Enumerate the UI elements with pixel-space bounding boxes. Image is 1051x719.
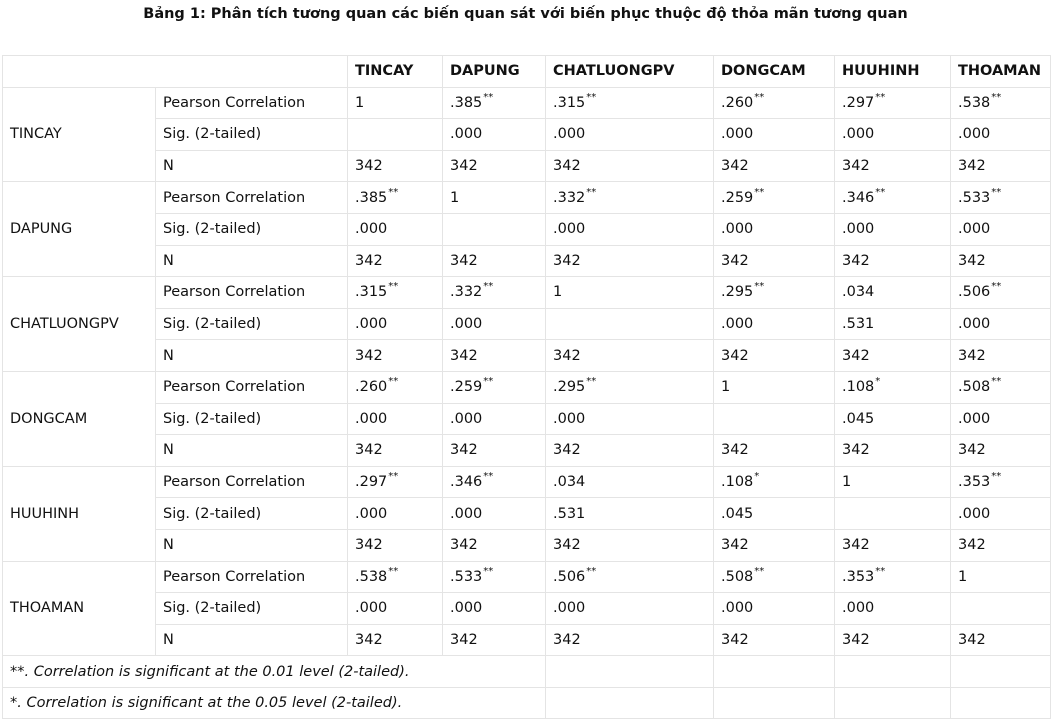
correlation-cell [714, 466, 835, 498]
table-row [3, 150, 1051, 182]
sig-cell: .045 [714, 498, 835, 530]
significance-marker: ** [388, 471, 399, 483]
statistic-label: Pearson Correlation [156, 371, 348, 403]
n-cell: 342 [951, 340, 1051, 372]
n-cell: 342 [546, 624, 714, 656]
column-header: THOAMAN [951, 56, 1051, 88]
statistic-label: Pearson Correlation [156, 277, 348, 309]
correlation-cell [714, 277, 835, 309]
statistic-label: Sig. (2-tailed) [156, 119, 348, 151]
n-cell: 342 [348, 624, 443, 656]
significance-marker: ** [754, 281, 765, 293]
correlation-cell [835, 182, 951, 214]
sig-cell: .000 [951, 308, 1051, 340]
empty-cell [835, 687, 951, 719]
empty-cell [546, 656, 714, 688]
statistic-label: Sig. (2-tailed) [156, 498, 348, 530]
n-cell: 342 [714, 150, 835, 182]
correlation-cell [443, 87, 546, 119]
sig-cell: .000 [443, 308, 546, 340]
significance-marker: ** [586, 186, 597, 198]
table-row [3, 435, 1051, 467]
significance-marker: ** [483, 471, 494, 483]
n-cell: 342 [951, 624, 1051, 656]
sig-cell: .000 [443, 498, 546, 530]
column-header: TINCAY [348, 56, 443, 88]
correlation-cell [546, 182, 714, 214]
n-cell: 342 [443, 435, 546, 467]
n-cell: 342 [546, 340, 714, 372]
correlation-value: .260 [355, 379, 388, 396]
correlation-value: 1 [553, 284, 563, 301]
correlation-cell [546, 371, 714, 403]
empty-cell [835, 656, 951, 688]
correlation-cell [348, 182, 443, 214]
sig-cell: .000 [546, 213, 714, 245]
correlation-value: .108 [721, 474, 754, 491]
sig-cell: .000 [951, 498, 1051, 530]
correlation-value: .506 [958, 284, 991, 301]
correlation-cell [443, 371, 546, 403]
sig-cell: .000 [951, 403, 1051, 435]
sig-cell [714, 403, 835, 435]
empty-cell [951, 656, 1051, 688]
significance-marker: ** [875, 186, 886, 198]
n-cell: 342 [443, 529, 546, 561]
correlation-value: .385 [450, 94, 483, 111]
n-cell: 342 [546, 529, 714, 561]
sig-cell: .000 [835, 119, 951, 151]
correlation-value: .533 [450, 568, 483, 585]
n-cell: 342 [443, 245, 546, 277]
table-row [3, 245, 1051, 277]
correlation-value: .353 [842, 568, 875, 585]
correlation-value: .259 [721, 189, 754, 206]
correlation-cell [714, 561, 835, 593]
footnote: **. Correlation is significant at the 0.01 level (2-tailed). [3, 656, 546, 688]
correlation-value: .297 [842, 94, 875, 111]
n-cell: 342 [348, 435, 443, 467]
significance-marker: ** [388, 186, 399, 198]
correlation-cell [443, 466, 546, 498]
correlation-cell [348, 371, 443, 403]
correlation-value: .353 [958, 474, 991, 491]
significance-marker: * [875, 376, 881, 388]
correlation-table [2, 55, 1051, 719]
n-cell: 342 [443, 150, 546, 182]
correlation-value: .346 [450, 474, 483, 491]
empty-cell [951, 687, 1051, 719]
sig-cell [348, 119, 443, 151]
significance-marker: ** [991, 186, 1002, 198]
correlation-value: .346 [842, 189, 875, 206]
table-row [3, 624, 1051, 656]
column-header: HUUHINH [835, 56, 951, 88]
sig-cell: .000 [714, 308, 835, 340]
n-cell: 342 [951, 150, 1051, 182]
correlation-cell [835, 466, 951, 498]
statistic-label: Sig. (2-tailed) [156, 213, 348, 245]
correlation-cell [443, 277, 546, 309]
n-cell: 342 [714, 529, 835, 561]
correlation-value: 1 [842, 474, 852, 491]
correlation-cell [714, 371, 835, 403]
n-cell: 342 [714, 624, 835, 656]
correlation-value: .295 [553, 379, 586, 396]
significance-marker: ** [991, 281, 1002, 293]
sig-cell: .000 [348, 213, 443, 245]
sig-cell: .000 [951, 213, 1051, 245]
correlation-value: .260 [721, 94, 754, 111]
correlation-value: .533 [958, 189, 991, 206]
sig-cell [835, 498, 951, 530]
table-row [3, 213, 1051, 245]
footnote-row [3, 687, 1051, 719]
correlation-cell [443, 182, 546, 214]
statistic-label: Sig. (2-tailed) [156, 403, 348, 435]
table-row [3, 403, 1051, 435]
correlation-cell [951, 561, 1051, 593]
correlation-value: 1 [355, 94, 365, 111]
column-header: CHATLUONGPV [546, 56, 714, 88]
sig-cell: .000 [714, 213, 835, 245]
correlation-cell [951, 371, 1051, 403]
correlation-value: .034 [553, 474, 586, 491]
variable-name: TINCAY [3, 87, 156, 182]
n-cell: 342 [835, 529, 951, 561]
correlation-value: .259 [450, 379, 483, 396]
sig-cell: .531 [835, 308, 951, 340]
correlation-cell [348, 561, 443, 593]
table-row [3, 529, 1051, 561]
sig-cell: .000 [443, 119, 546, 151]
column-header: DAPUNG [443, 56, 546, 88]
n-cell: 342 [835, 340, 951, 372]
correlation-value: .538 [355, 568, 388, 585]
sig-cell: .000 [443, 403, 546, 435]
n-cell: 342 [835, 435, 951, 467]
sig-cell [951, 593, 1051, 625]
correlation-value: .108 [842, 379, 875, 396]
correlation-cell [951, 182, 1051, 214]
statistic-label: N [156, 435, 348, 467]
sig-cell: .000 [443, 593, 546, 625]
correlation-value: .297 [355, 474, 388, 491]
sig-cell [443, 213, 546, 245]
significance-marker: ** [991, 376, 1002, 388]
column-header: DONGCAM [714, 56, 835, 88]
n-cell: 342 [348, 150, 443, 182]
statistic-label: N [156, 529, 348, 561]
sig-cell: .000 [546, 593, 714, 625]
correlation-cell [546, 466, 714, 498]
variable-name: CHATLUONGPV [3, 277, 156, 372]
sig-cell: .000 [348, 593, 443, 625]
significance-marker: ** [586, 565, 597, 577]
empty-cell [546, 687, 714, 719]
correlation-value: 1 [450, 189, 460, 206]
sig-cell: .045 [835, 403, 951, 435]
empty-cell [714, 656, 835, 688]
variable-name: DAPUNG [3, 182, 156, 277]
n-cell: 342 [546, 435, 714, 467]
table-row [3, 87, 1051, 119]
n-cell: 342 [443, 340, 546, 372]
significance-marker: ** [875, 565, 886, 577]
n-cell: 342 [546, 150, 714, 182]
sig-cell [546, 308, 714, 340]
statistic-label: N [156, 245, 348, 277]
table-row [3, 371, 1051, 403]
statistic-label: Pearson Correlation [156, 87, 348, 119]
statistic-label: N [156, 340, 348, 372]
table-row [3, 466, 1051, 498]
correlation-cell [348, 277, 443, 309]
significance-marker: ** [586, 376, 597, 388]
n-cell: 342 [835, 624, 951, 656]
significance-marker: ** [388, 565, 399, 577]
significance-marker: ** [483, 91, 494, 103]
significance-marker: ** [388, 376, 399, 388]
significance-marker: ** [586, 91, 597, 103]
n-cell: 342 [348, 245, 443, 277]
significance-marker: ** [991, 91, 1002, 103]
n-cell: 342 [951, 435, 1051, 467]
correlation-value: .315 [355, 284, 388, 301]
significance-marker: ** [991, 471, 1002, 483]
statistic-label: N [156, 150, 348, 182]
correlation-value: .332 [450, 284, 483, 301]
statistic-label: Pearson Correlation [156, 182, 348, 214]
significance-marker: ** [483, 281, 494, 293]
correlation-cell [348, 466, 443, 498]
variable-name: THOAMAN [3, 561, 156, 656]
footnote-row [3, 656, 1051, 688]
sig-cell: .000 [348, 308, 443, 340]
header-corner [3, 56, 348, 88]
table-row [3, 308, 1051, 340]
correlation-value: .034 [842, 284, 875, 301]
correlation-cell [714, 87, 835, 119]
correlation-cell [546, 87, 714, 119]
n-cell: 342 [443, 624, 546, 656]
sig-cell: .000 [714, 119, 835, 151]
table-title: Bảng 1: Phân tích tương quan các biến quan sát với biến phục thuộc độ thỏa mãn tương quan [143, 6, 908, 22]
correlation-value: 1 [958, 568, 968, 585]
correlation-value: .315 [553, 94, 586, 111]
correlation-value: .508 [958, 379, 991, 396]
header-row [3, 56, 1051, 88]
variable-name: DONGCAM [3, 371, 156, 466]
correlation-value: .295 [721, 284, 754, 301]
table-row [3, 119, 1051, 151]
significance-marker: ** [754, 91, 765, 103]
significance-marker: * [754, 471, 760, 483]
correlation-cell [348, 87, 443, 119]
n-cell: 342 [714, 340, 835, 372]
table-row [3, 340, 1051, 372]
correlation-cell [835, 277, 951, 309]
sig-cell: .000 [348, 403, 443, 435]
n-cell: 342 [348, 340, 443, 372]
statistic-label: Sig. (2-tailed) [156, 308, 348, 340]
sig-cell: .000 [835, 593, 951, 625]
empty-cell [714, 687, 835, 719]
statistic-label: N [156, 624, 348, 656]
table-row [3, 182, 1051, 214]
n-cell: 342 [835, 245, 951, 277]
correlation-value: 1 [721, 379, 731, 396]
significance-marker: ** [483, 565, 494, 577]
n-cell: 342 [951, 529, 1051, 561]
correlation-value: .332 [553, 189, 586, 206]
correlation-cell [443, 561, 546, 593]
n-cell: 342 [951, 245, 1051, 277]
n-cell: 342 [714, 245, 835, 277]
table-row [3, 277, 1051, 309]
table-row [3, 498, 1051, 530]
n-cell: 342 [835, 150, 951, 182]
sig-cell: .000 [348, 498, 443, 530]
table-row [3, 593, 1051, 625]
significance-marker: ** [388, 281, 399, 293]
n-cell: 342 [348, 529, 443, 561]
significance-marker: ** [754, 186, 765, 198]
statistic-label: Sig. (2-tailed) [156, 593, 348, 625]
correlation-cell [714, 182, 835, 214]
correlation-cell [835, 371, 951, 403]
correlation-cell [951, 87, 1051, 119]
n-cell: 342 [714, 435, 835, 467]
correlation-cell [835, 561, 951, 593]
correlation-cell [951, 277, 1051, 309]
correlation-cell [835, 87, 951, 119]
statistic-label: Pearson Correlation [156, 466, 348, 498]
statistic-label: Pearson Correlation [156, 561, 348, 593]
sig-cell: .000 [546, 403, 714, 435]
table-row [3, 561, 1051, 593]
significance-marker: ** [483, 376, 494, 388]
significance-marker: ** [875, 91, 886, 103]
footnote: *. Correlation is significant at the 0.05 level (2-tailed). [3, 687, 546, 719]
sig-cell: .000 [546, 119, 714, 151]
correlation-cell [546, 561, 714, 593]
correlation-value: .385 [355, 189, 388, 206]
correlation-cell [546, 277, 714, 309]
sig-cell: .000 [835, 213, 951, 245]
n-cell: 342 [546, 245, 714, 277]
correlation-cell [951, 466, 1051, 498]
significance-marker: ** [754, 565, 765, 577]
correlation-value: .538 [958, 94, 991, 111]
correlation-value: .506 [553, 568, 586, 585]
sig-cell: .000 [714, 593, 835, 625]
variable-name: HUUHINH [3, 466, 156, 561]
correlation-value: .508 [721, 568, 754, 585]
sig-cell: .531 [546, 498, 714, 530]
sig-cell: .000 [951, 119, 1051, 151]
